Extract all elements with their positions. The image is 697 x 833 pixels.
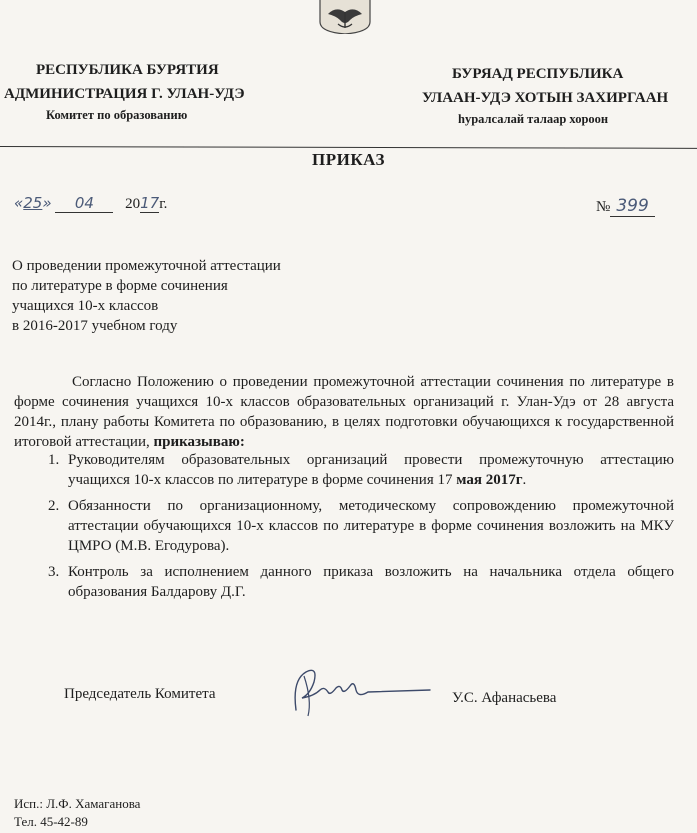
item-number: 1.: [48, 452, 60, 468]
subject-line: О проведении промежуточной аттестации: [12, 258, 281, 274]
preamble-text: Согласно Положению о проведении промежуточной аттестации сочинения по литературе в форме сочинения учащихся 10-х классов образовательных организаций г. Улан-Удэ от 28 августа 2014г., плану работы Комитета по образованию, в целях подготовки обучающихся к государственной итоговой аттестации,: [14, 374, 674, 450]
header-right-committee: һуралсалай талаар хороон: [458, 112, 609, 126]
item-tail: .: [522, 472, 527, 488]
item-text: Контроль за исполнением данного приказа возложить на начальника отдела общего образования Балдарову Д.Г.: [68, 564, 674, 600]
header-left-administration: АДМИНИСТРАЦИЯ Г. УЛАН-УДЭ: [4, 86, 245, 102]
header-right-administration: УЛААН-УДЭ ХОТЫН ЗАХИРГААН: [422, 90, 669, 106]
date-close-quote: »: [42, 194, 52, 212]
preamble-emphasis: приказываю:: [153, 434, 245, 450]
subject-line: по литературе в форме сочинения: [12, 278, 228, 294]
order-item: [48, 450, 674, 490]
handwritten-signature: [284, 660, 434, 720]
coat-of-arms-emblem: [314, 0, 376, 34]
order-item: [48, 496, 674, 556]
date-day: 25: [23, 194, 43, 212]
executor-phone: Тел. 45-42-89: [14, 814, 88, 829]
date-open-quote: «: [14, 194, 24, 212]
signatory-name: У.С. Афанасьева: [452, 690, 557, 706]
header-divider: [0, 146, 697, 149]
header-left-republic: РЕСПУБЛИКА БУРЯТИЯ: [36, 62, 219, 78]
executor-info: [14, 795, 140, 831]
item-emphasis: мая 2017г: [456, 472, 523, 488]
preamble-paragraph: [14, 372, 674, 452]
item-text-wrap: [68, 562, 674, 602]
item-text: Руководителям образовательных организаций провести промежуточную аттестацию учащихся 10-х классов по литературе в форме сочинения 17: [68, 452, 674, 488]
item-number: 2.: [48, 498, 60, 514]
item-number: 3.: [48, 564, 60, 580]
order-items: [48, 450, 674, 608]
date-month: 04: [55, 194, 113, 213]
number-value: 399: [610, 196, 654, 217]
item-text-wrap: [68, 450, 674, 490]
signatory-role: Председатель Комитета: [64, 686, 216, 702]
header-left-committee: Комитет по образованию: [46, 108, 188, 122]
document-title: ПРИКАЗ: [312, 150, 385, 169]
header-right-republic: БУРЯАД РЕСПУБЛИКА: [452, 66, 624, 82]
order-subject: [12, 256, 281, 336]
item-text-wrap: [68, 496, 674, 556]
date-year-suffix: 17: [140, 194, 160, 212]
order-date: [14, 194, 167, 213]
order-number: [596, 196, 655, 216]
number-label: №: [596, 199, 611, 215]
subject-line: учащихся 10-х классов: [12, 298, 159, 314]
subject-line: в 2016-2017 учебном году: [12, 318, 178, 334]
executor-name: Исп.: Л.Ф. Хамаганова: [14, 796, 141, 811]
order-item: [48, 562, 674, 602]
date-year-abbr: г.: [159, 196, 168, 212]
date-year-prefix: 20: [125, 196, 141, 212]
item-text: Обязанности по организационному, методическому сопровождению промежуточной аттестации обучающихся 10-х классов по литературе в форме сочинения возложить на МКУ ЦМРО (М.В. Егодурова).: [68, 498, 674, 554]
